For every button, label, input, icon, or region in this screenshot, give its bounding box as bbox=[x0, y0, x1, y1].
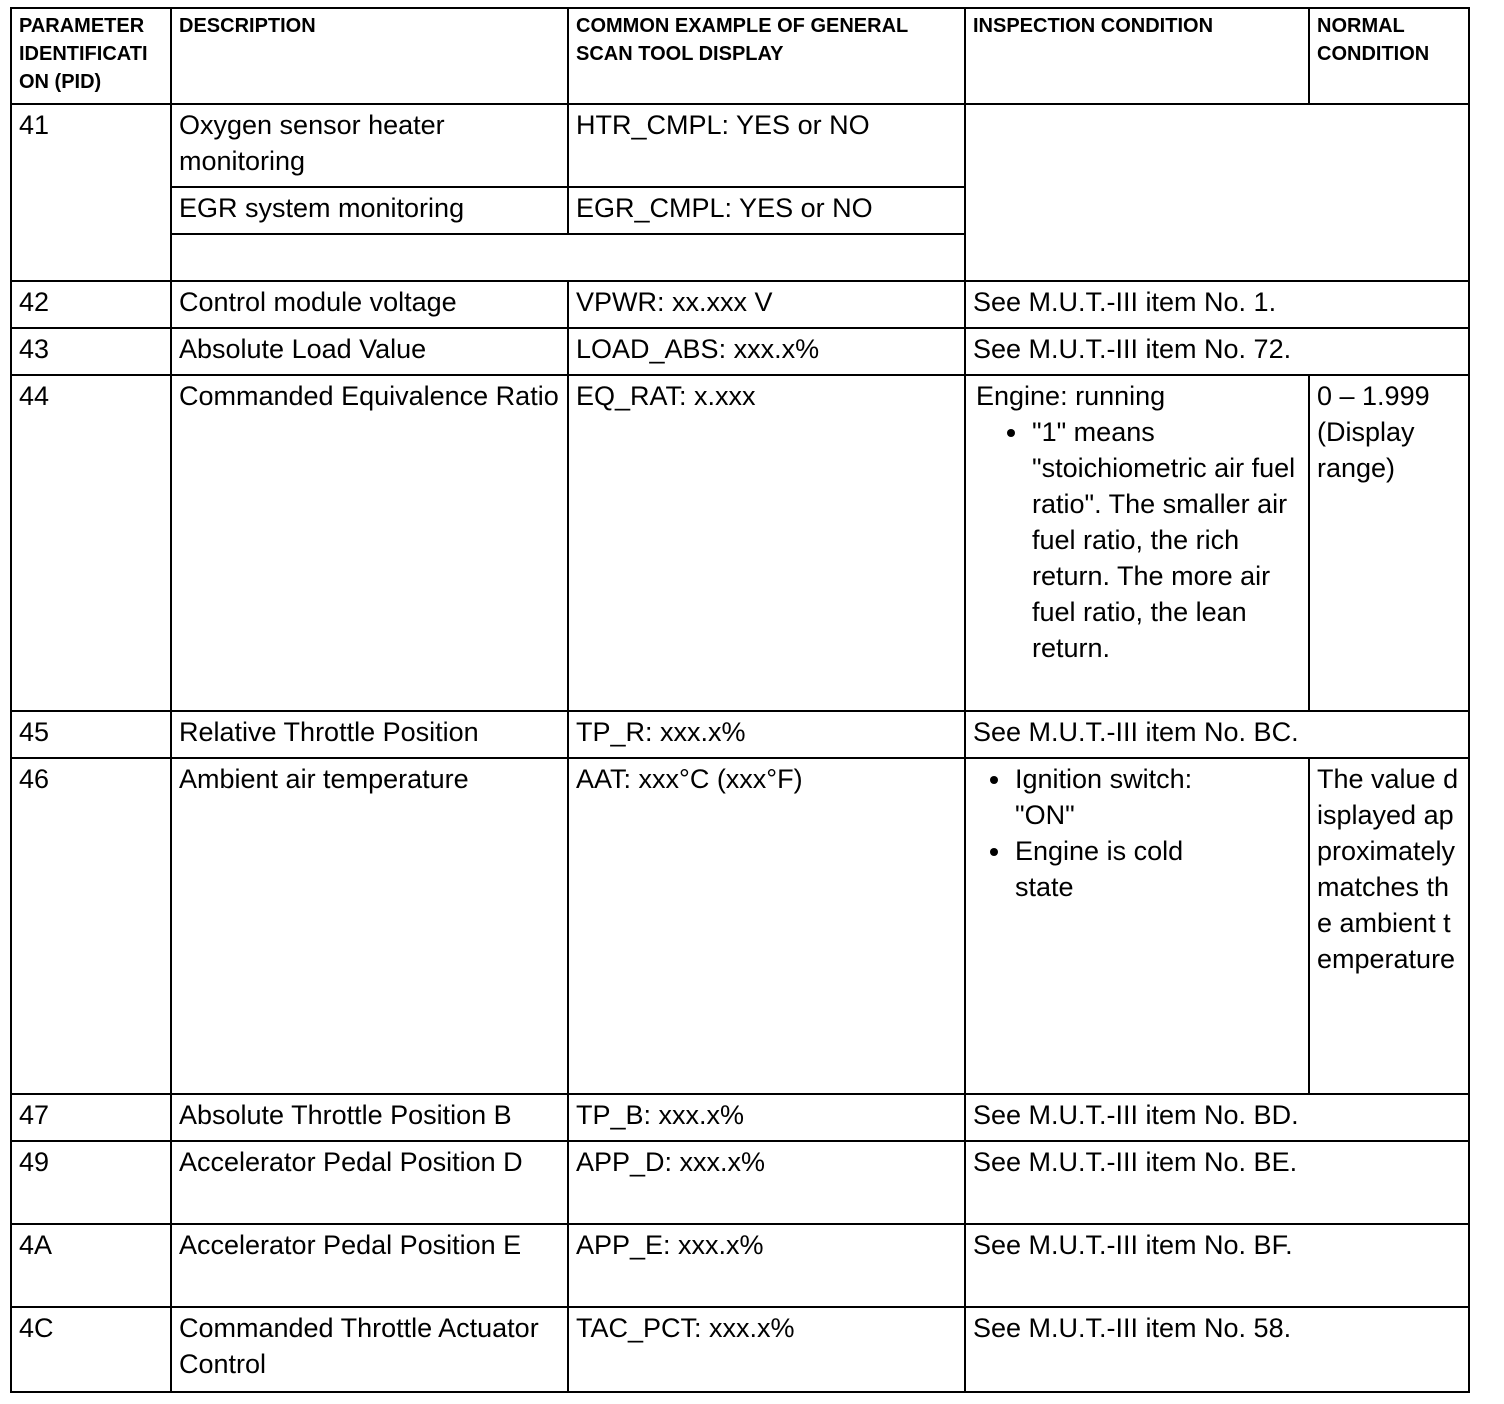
description-cell: Relative Throttle Position bbox=[171, 711, 568, 758]
description-cell: Control module voltage bbox=[171, 281, 568, 328]
pid-cell: 41 bbox=[11, 104, 171, 281]
description-cell: Absolute Load Value bbox=[171, 328, 568, 375]
table-row bbox=[11, 1224, 1469, 1307]
inspection-list bbox=[973, 761, 1203, 905]
inspection-cell: See M.U.T.-III item No. BD. bbox=[965, 1094, 1469, 1141]
description-cell: Absolute Throttle Position B bbox=[171, 1094, 568, 1141]
table-row bbox=[11, 1141, 1469, 1224]
inspection-bullet: • Engine is cold state bbox=[1013, 833, 1203, 905]
description-cell: Commanded Equivalence Ratio bbox=[171, 375, 568, 711]
pid-cell: 44 bbox=[11, 375, 171, 711]
table-row bbox=[11, 1307, 1469, 1392]
display-cell: TAC_PCT: xxx.x% bbox=[568, 1307, 965, 1392]
empty-cell bbox=[965, 104, 1469, 281]
inspection-cell: See M.U.T.-III item No. BC. bbox=[965, 711, 1469, 758]
table-row bbox=[11, 711, 1469, 758]
header-row bbox=[11, 8, 1469, 104]
header-normal: NORMAL CONDITION bbox=[1309, 8, 1469, 104]
normal-cell: The value displayed approximately matches the ambient temperature bbox=[1309, 758, 1469, 1094]
display-cell: EQ_RAT: x.xxx bbox=[568, 375, 965, 711]
table-row bbox=[11, 281, 1469, 328]
display-cell: APP_E: xxx.x% bbox=[568, 1224, 965, 1307]
display-cell: TP_R: xxx.x% bbox=[568, 711, 965, 758]
pid-cell: 49 bbox=[11, 1141, 171, 1224]
pid-cell: 4C bbox=[11, 1307, 171, 1392]
inspection-cell: See M.U.T.-III item No. BF. bbox=[965, 1224, 1469, 1307]
display-cell: VPWR: xx.xxx V bbox=[568, 281, 965, 328]
inspection-list bbox=[968, 414, 1302, 666]
header-pid: PARAMETER IDENTIFICATI ON (PID) bbox=[11, 8, 171, 104]
pid-cell: 42 bbox=[11, 281, 171, 328]
description-cell: Commanded Throttle Actuator Control bbox=[171, 1307, 568, 1392]
table-row bbox=[11, 104, 1469, 187]
table-row bbox=[11, 375, 1469, 711]
description-cell: Accelerator Pedal Position D bbox=[171, 1141, 568, 1224]
inspection-cell bbox=[965, 375, 1309, 711]
pid-cell: 46 bbox=[11, 758, 171, 1094]
display-cell: AAT: xxx°C (xxx°F) bbox=[568, 758, 965, 1094]
description-cell: Oxygen sensor heater monitoring bbox=[171, 104, 568, 187]
header-inspection: INSPECTION CONDITION bbox=[965, 8, 1309, 104]
inspection-cell: See M.U.T.-III item No. 58. bbox=[965, 1307, 1469, 1392]
description-cell: EGR system monitoring bbox=[171, 187, 568, 234]
pid-cell: 4A bbox=[11, 1224, 171, 1307]
pid-cell: 45 bbox=[11, 711, 171, 758]
inspection-cell: See M.U.T.-III item No. BE. bbox=[965, 1141, 1469, 1224]
description-cell: Ambient air temperature bbox=[171, 758, 568, 1094]
inspection-cell bbox=[965, 758, 1309, 1094]
pid-cell: 43 bbox=[11, 328, 171, 375]
display-cell: HTR_CMPL: YES or NO bbox=[568, 104, 965, 187]
pid-table bbox=[10, 7, 1470, 1393]
display-cell: TP_B: xxx.x% bbox=[568, 1094, 965, 1141]
inspection-title: Engine: running bbox=[976, 381, 1166, 411]
header-description: DESCRIPTION bbox=[171, 8, 568, 104]
inspection-cell: See M.U.T.-III item No. 1. bbox=[965, 281, 1469, 328]
table-row bbox=[11, 328, 1469, 375]
inspection-bullet: • Ignition switch: "ON" bbox=[1013, 761, 1203, 833]
pid-cell: 47 bbox=[11, 1094, 171, 1141]
inspection-cell: See M.U.T.-III item No. 72. bbox=[965, 328, 1469, 375]
header-display: COMMON EXAMPLE OF GENERAL SCAN TOOL DISPLAY bbox=[568, 8, 965, 104]
table-row bbox=[11, 1094, 1469, 1141]
description-cell: Accelerator Pedal Position E bbox=[171, 1224, 568, 1307]
display-cell: APP_D: xxx.x% bbox=[568, 1141, 965, 1224]
table-row bbox=[11, 758, 1469, 1094]
display-cell: LOAD_ABS: xxx.x% bbox=[568, 328, 965, 375]
display-cell: EGR_CMPL: YES or NO bbox=[568, 187, 965, 234]
normal-cell: 0 – 1.999 (Display range) bbox=[1309, 375, 1469, 711]
inspection-bullet: • "1" means "stoichiometric air fuel ratio". The smaller air fuel ratio, the rich return. The more air fuel ratio, the lean return. bbox=[1030, 414, 1302, 666]
empty-cell bbox=[171, 234, 965, 281]
